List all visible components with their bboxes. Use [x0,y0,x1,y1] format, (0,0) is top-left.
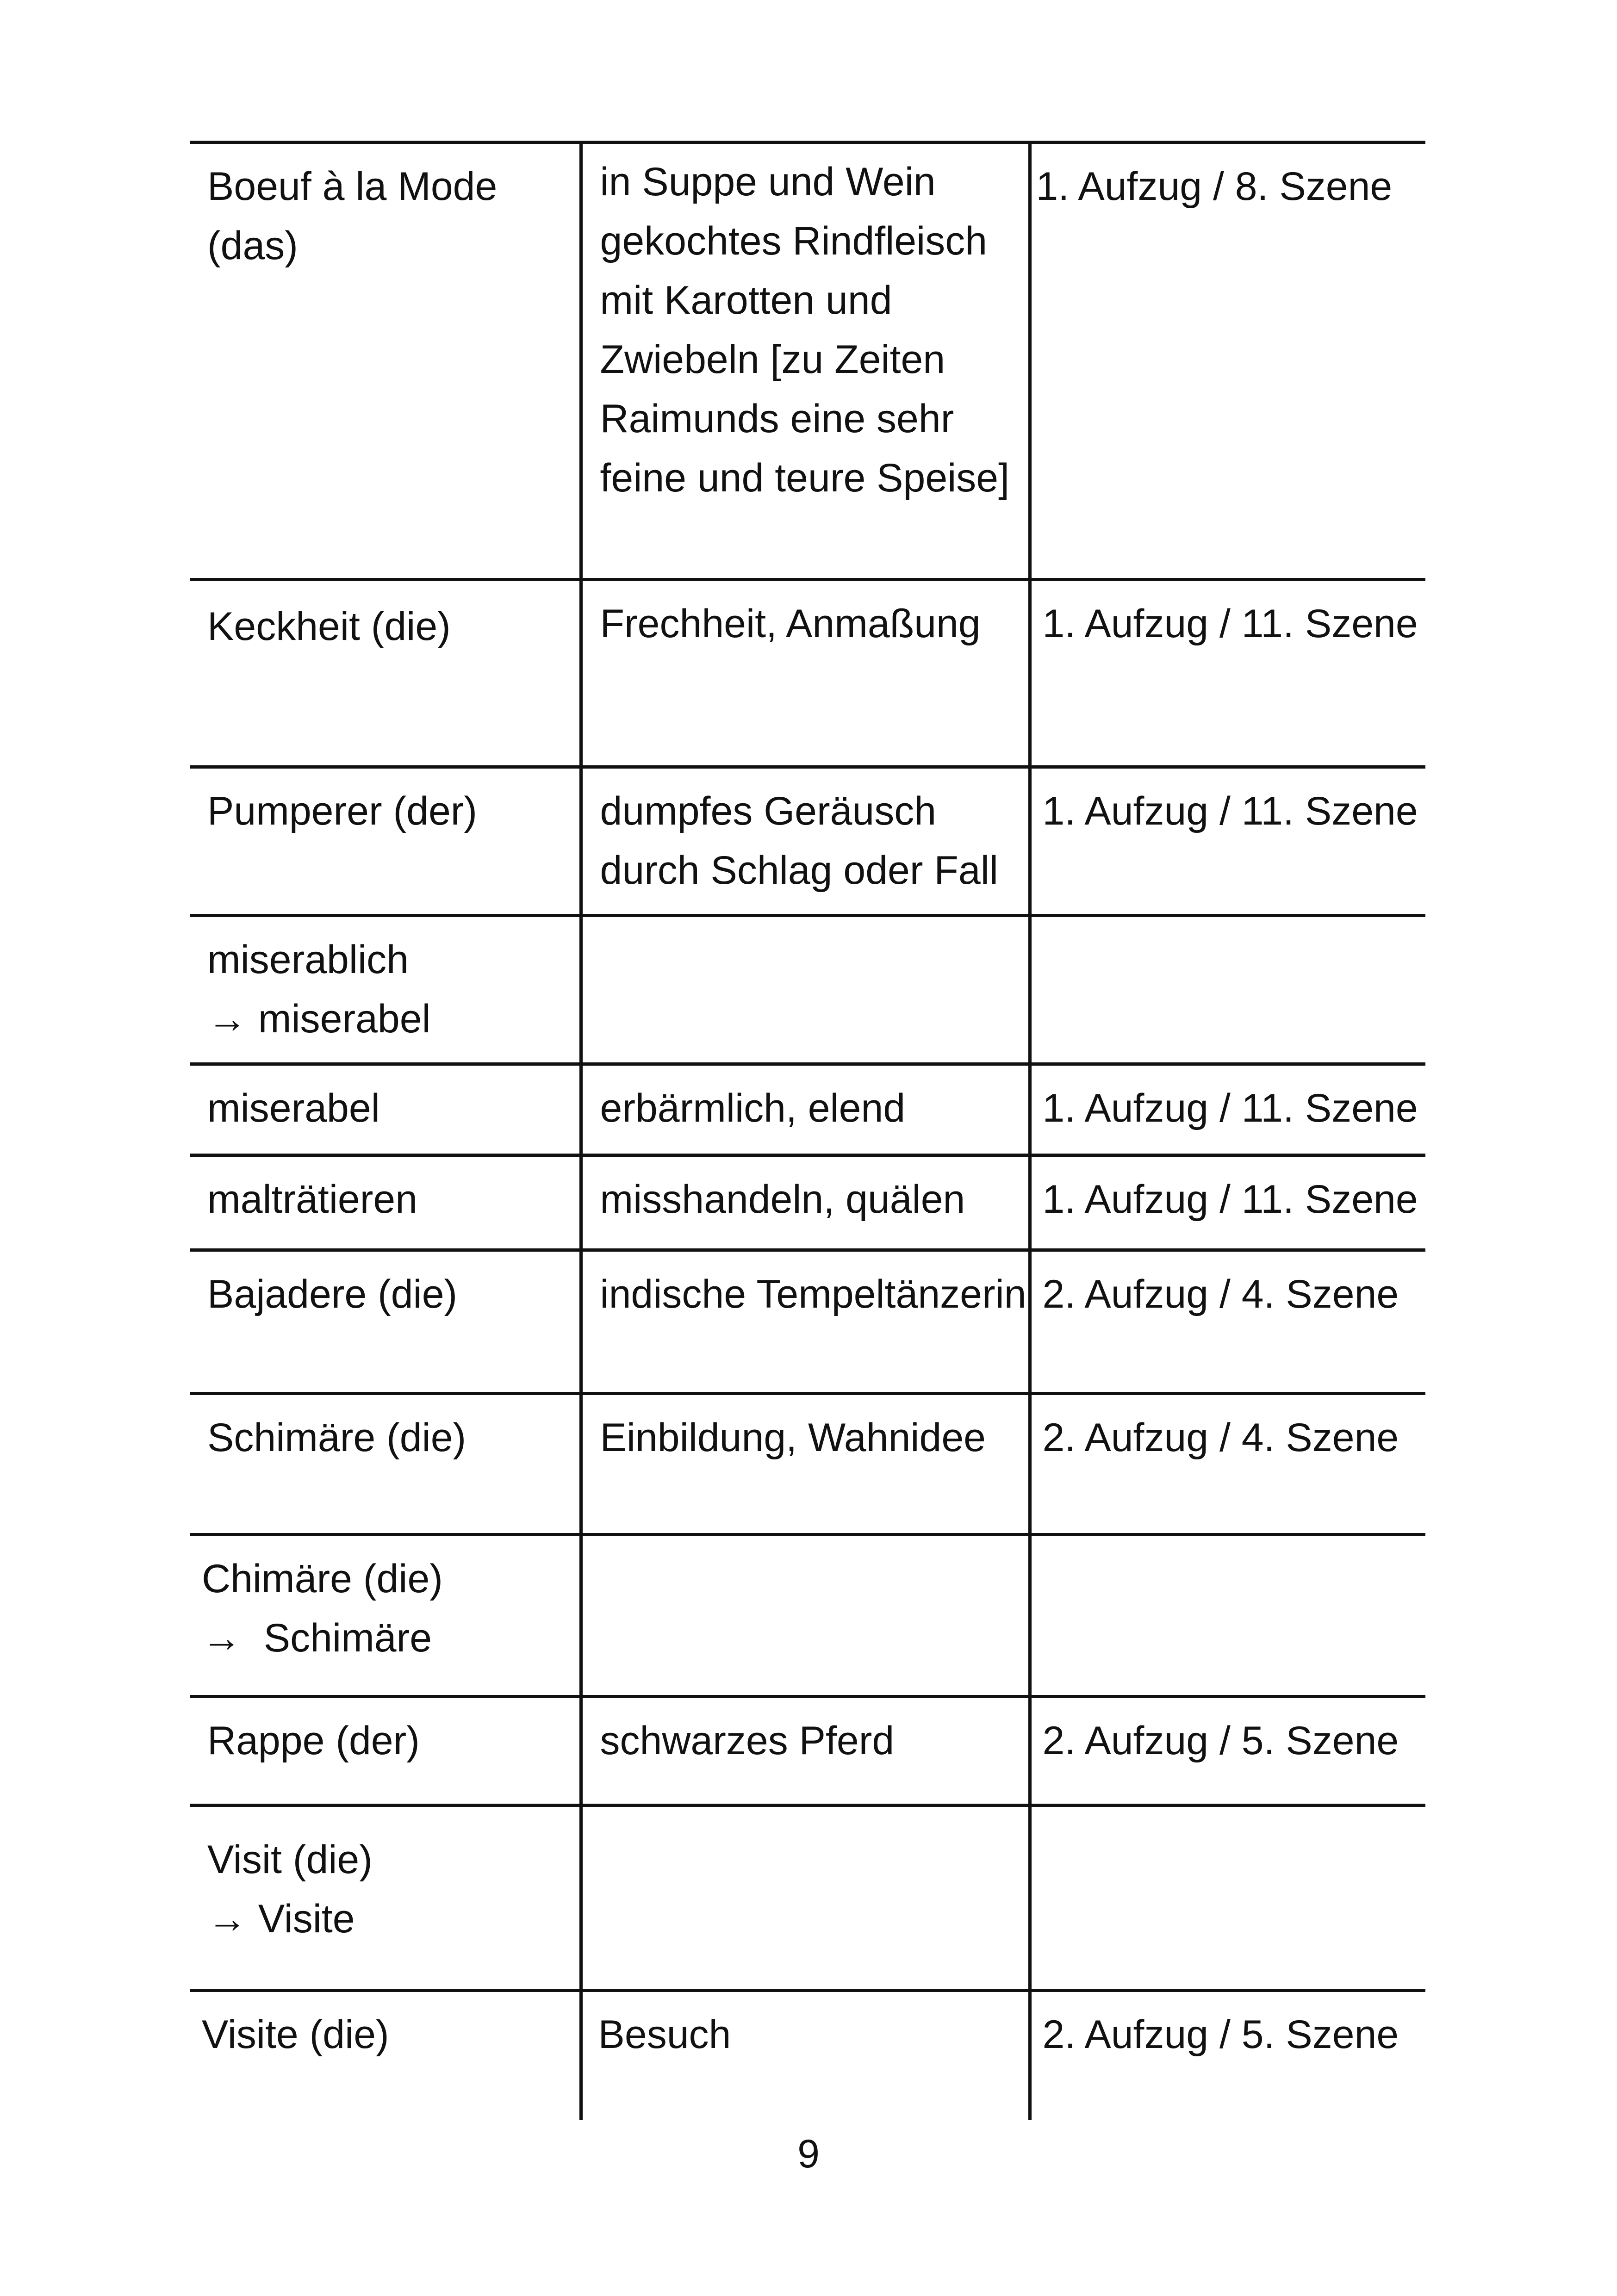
term-cell [190,916,581,1064]
cross-reference: → miserabel [207,997,431,1041]
term-cell: Keckheit (die) [190,580,581,767]
scene-cell [1030,1806,1425,1991]
table-row [190,143,1425,580]
table-row [190,1064,1425,1155]
cross-reference: → Schimäre [202,1616,432,1660]
scene-cell: 1. Aufzug / 11. Szene [1030,767,1425,916]
table-row [190,1535,1425,1697]
scene-cell: 2. Aufzug / 4. Szene [1030,1394,1425,1535]
meaning-cell: Frechheit, Anmaßung [581,580,1030,767]
meaning-cell: Besuch [581,1991,1030,2120]
term-cell: miserabel [190,1064,581,1155]
meaning-cell: misshandeln, quälen [581,1155,1030,1250]
table-row [190,1991,1425,2120]
term-cell: Visite (die) [190,1991,581,2120]
term-text: Visit (die) [207,1837,373,1882]
term-cell: Rappe (der) [190,1697,581,1806]
glossary-table [190,141,1425,2120]
scene-cell [1030,916,1425,1064]
term-cell [190,1535,581,1697]
meaning-cell: in Suppe und Wein gekochtes Rindfleisch mit Karotten und Zwiebeln [zu Zeiten Raimunds eine sehr feine und teure Speise] [581,143,1030,580]
scene-cell: 2. Aufzug / 5. Szene [1030,1697,1425,1806]
term-text: miserablich [207,937,409,982]
scene-cell: 1. Aufzug / 11. Szene [1030,580,1425,767]
term-cell: malträtieren [190,1155,581,1250]
table-row [190,580,1425,767]
meaning-cell: Einbildung, Wahnidee [581,1394,1030,1535]
meaning-cell: erbärmlich, elend [581,1064,1030,1155]
term-cell: Bajadere (die) [190,1250,581,1394]
table-row [190,1250,1425,1394]
scene-cell [1030,1535,1425,1697]
scene-cell: 2. Aufzug / 4. Szene [1030,1250,1425,1394]
scene-cell: 1. Aufzug / 8. Szene [1030,143,1425,580]
scene-cell: 1. Aufzug / 11. Szene [1030,1064,1425,1155]
meaning-cell [581,1535,1030,1697]
meaning-cell: schwarzes Pferd [581,1697,1030,1806]
term-text: Chimäre (die) [202,1557,443,1601]
table-row [190,1394,1425,1535]
table-row [190,916,1425,1064]
term-cell: Pumperer (der) [190,767,581,916]
term-cell [190,1806,581,1991]
table-row [190,767,1425,916]
term-cell: Boeuf à la Mode (das) [190,143,581,580]
meaning-cell [581,916,1030,1064]
scene-cell: 1. Aufzug / 11. Szene [1030,1155,1425,1250]
meaning-cell: dumpfes Geräusch durch Schlag oder Fall [581,767,1030,916]
table-row [190,1155,1425,1250]
scene-cell: 2. Aufzug / 5. Szene [1030,1991,1425,2120]
cross-reference: → Visite [207,1897,355,1941]
meaning-cell: indische Tempeltänzerin [581,1250,1030,1394]
table-row [190,1806,1425,1991]
term-cell: Schimäre (die) [190,1394,581,1535]
page-number: 9 [797,2132,820,2176]
table-row [190,1697,1425,1806]
meaning-cell [581,1806,1030,1991]
